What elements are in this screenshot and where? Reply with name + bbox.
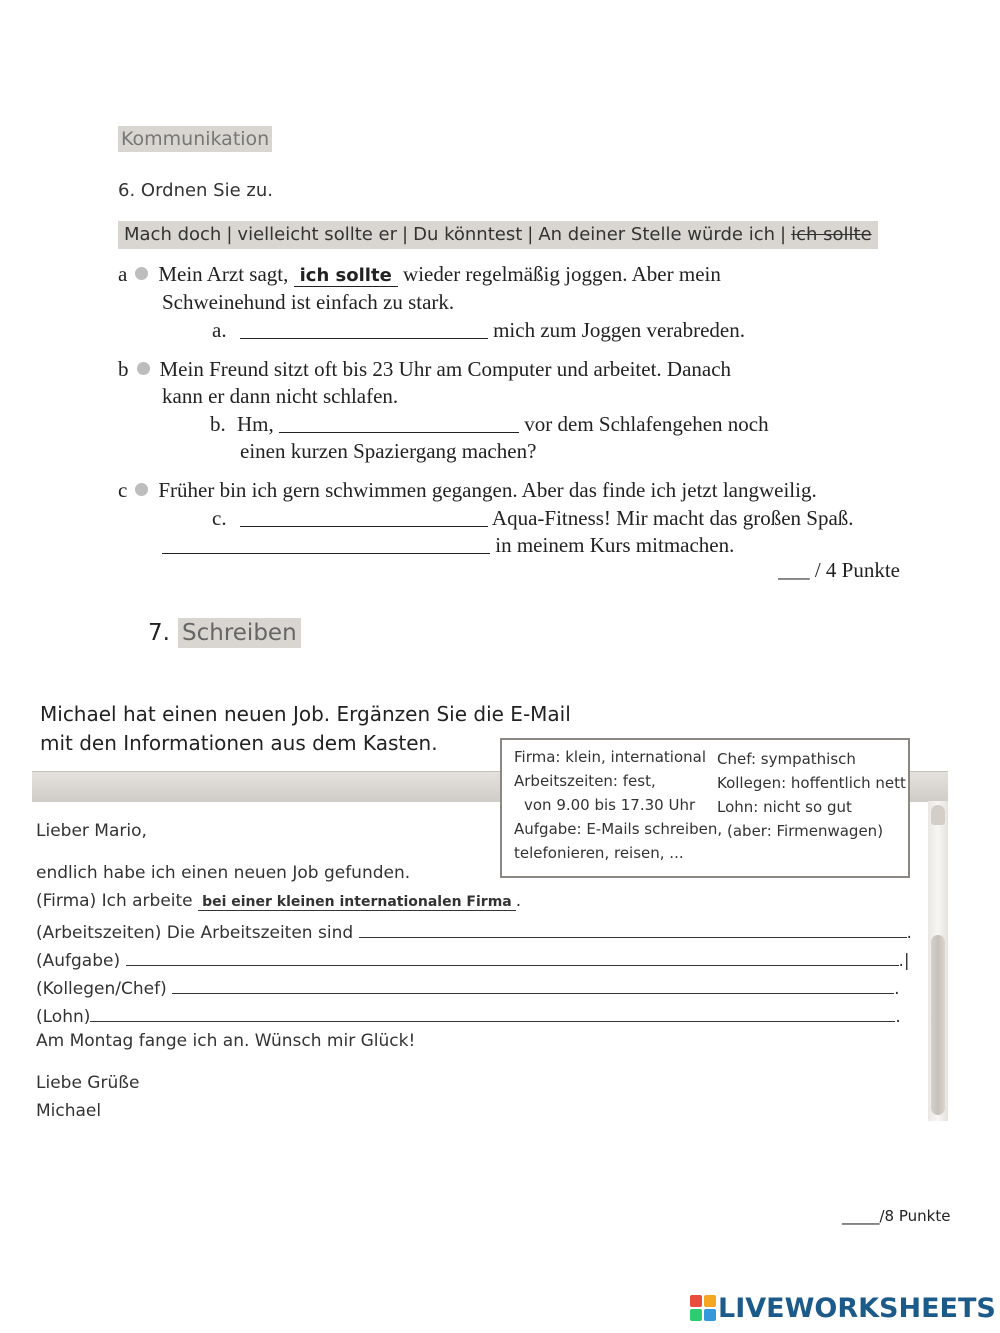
task7-title: Schreiben (178, 618, 301, 648)
answer-blank-a[interactable] (240, 318, 488, 339)
item-b-reply-line2: einen kurzen Spaziergang machen? (240, 439, 537, 463)
section-label: Kommunikation (118, 126, 272, 152)
liveworksheets-logo (690, 1290, 996, 1326)
email-outro: Am Montag fange ich an. Wünsch mir Glück! (36, 1031, 416, 1051)
info-arbeitszeiten: Arbeitszeiten: fest, (514, 772, 656, 790)
word-box: Mach doch | vielleicht sollte er | Du könntest | An deiner Stelle würde ich | ich sollte (118, 221, 878, 249)
email-kollegen-line: (Kollegen/Chef) . (36, 975, 900, 999)
item-b-line2: kann er dann nicht schlafen. (162, 384, 399, 408)
email-firma-line: (Firma) Ich arbeite bei einer kleinen internationalen Firma . (36, 891, 522, 911)
info-aufgabe: Aufgabe: E-Mails schreiben, (514, 820, 723, 838)
bullet-icon (135, 483, 148, 496)
scroll-up-icon (931, 805, 945, 825)
item-a-reply: a. mich zum Joggen verabreden. (212, 318, 745, 342)
email-lohn-line: (Lohn) . (36, 1003, 901, 1027)
item-letter: c (118, 478, 128, 502)
info-chef: Chef: sympathisch (717, 750, 856, 768)
item-c-reply-line2: in meinem Kurs mitmachen. (162, 533, 734, 558)
word-option: vielleicht sollte er (237, 224, 398, 245)
kollegen-chef-input[interactable] (172, 975, 894, 994)
item-c-line1: c Früher bin ich gern schwimmen gegangen. Aber das finde ich jetzt langweilig. (118, 478, 817, 502)
word-option: An deiner Stelle würde ich (538, 224, 776, 245)
answer-blank-c1[interactable] (240, 506, 488, 527)
email-arbeitszeiten-line: (Arbeitszeiten) Die Arbeitszeiten sind . (36, 919, 912, 943)
info-box (500, 738, 910, 878)
firma-answer: bei einer kleinen internationalen Firma (198, 894, 516, 911)
item-b-reply: b. Hm, vor dem Schlafengehen noch (210, 412, 769, 436)
item-c-reply: c. Aqua-Fitness! Mir macht das großen Spaß. (212, 506, 854, 530)
email-signature: Michael (36, 1101, 102, 1121)
email-aufgabe-line: (Aufgabe) .| (36, 947, 910, 971)
word-option-used: ich sollte (791, 224, 872, 245)
info-lohn: Lohn: nicht so gut (717, 798, 852, 816)
arbeitszeiten-input[interactable] (359, 919, 907, 938)
scroll-thumb (931, 935, 945, 1115)
bullet-icon (137, 362, 150, 375)
task7-number: 7. (148, 620, 170, 646)
item-letter: b (118, 357, 129, 381)
item-a-line2: Schweinehund ist einfach zu stark. (162, 290, 455, 314)
bullet-icon (135, 267, 148, 280)
item-b-line1: b Mein Freund sitzt oft bis 23 Uhr am Computer und arbeitet. Danach (118, 357, 732, 381)
email-closing: Liebe Grüße (36, 1073, 140, 1093)
task6-score: ___ / 4 Punkte (778, 558, 900, 582)
answer-blank-b[interactable] (279, 412, 519, 433)
info-aber: (aber: Firmenwagen) (727, 822, 884, 840)
info-firma: Firma: klein, international (514, 748, 707, 766)
word-option: Mach doch (124, 224, 222, 245)
task7-instruction: Michael hat einen neuen Job. Ergänzen Sie die E-Mail mit den Informationen aus dem Kasten. (40, 702, 571, 755)
aufgabe-input[interactable] (126, 947, 899, 966)
info-zeiten: von 9.00 bis 17.30 Uhr (524, 796, 696, 814)
word-option: Du könntest (413, 224, 523, 245)
info-kollegen: Kollegen: hoffentlich nett (717, 774, 906, 792)
task6-title: 6. Ordnen Sie zu. (118, 180, 273, 201)
email-greeting: Lieber Mario, (36, 821, 147, 841)
item-a-line1: a Mein Arzt sagt, ich sollte wieder regelmäßig joggen. Aber mein (118, 262, 721, 286)
liveworksheets-icon (690, 1295, 716, 1321)
item-letter: a (118, 262, 128, 286)
task7-score: _____/8 Punkte (842, 1207, 951, 1225)
info-aufgabe2: telefonieren, reisen, ... (514, 844, 684, 862)
answer-blank-c2[interactable] (162, 533, 490, 554)
lohn-input[interactable] (90, 1003, 895, 1022)
brand-name: LIVEWORKSHEETS (718, 1292, 996, 1324)
email-intro: endlich habe ich einen neuen Job gefunden. (36, 863, 411, 883)
example-answer: ich sollte (294, 265, 398, 287)
